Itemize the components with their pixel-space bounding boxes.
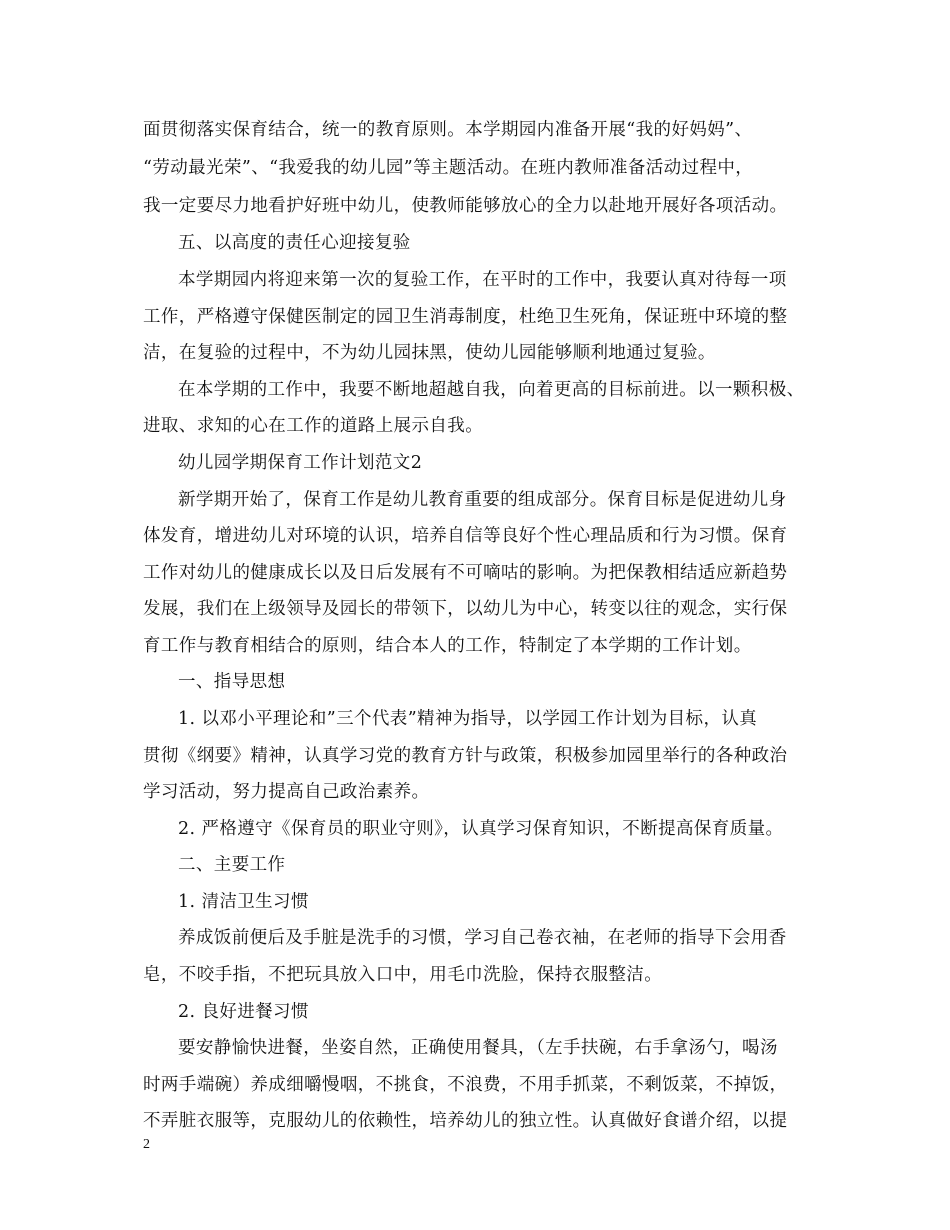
text-line: 进取、求知的心在工作的道路上展示自我。 (143, 416, 484, 436)
section-heading: 五、以高度的责任心迎接复验 (178, 233, 411, 253)
section-heading: 二、主要工作 (178, 855, 286, 875)
text-line: 1. 以邓小平理论和”三个代表”精神为指导，以学园工作计划为目标，认真 (178, 709, 758, 729)
page-number: 2 (143, 1137, 150, 1152)
text-line: 育工作与教育相结合的原则，结合本人的工作，特制定了本学期的工作计划。 (143, 636, 752, 656)
text-line: 洁，在复验的过程中，不为幼儿园抹黑，使幼儿园能够顺利地通过复验。 (143, 343, 716, 363)
text-line: 本学期园内将迎来第一次的复验工作，在平时的工作中，我要认真对待每一项 (178, 270, 787, 290)
text-line: 新学期开始了，保育工作是幼儿教育重要的组成部分。保育目标是促进幼儿身 (178, 490, 787, 510)
text-line: 我一定要尽力地看护好班中幼儿，使教师能够放心的全力以赴地开展好各项活动。 (143, 196, 788, 216)
text-line: 发展，我们在上级领导及园长的带领下，以幼儿为中心，转变以往的观念，实行保 (143, 599, 788, 619)
subsection-heading: 2. 良好进餐习惯 (178, 1002, 309, 1022)
text-line: 贯彻《纲要》精神，认真学习党的教育方针与政策，积极参加园里举行的各种政治 (143, 746, 788, 766)
text-line: 工作对幼儿的健康成长以及日后发展有不可嘀咕的影响。为把保教相结适应新趋势 (143, 563, 788, 583)
text-line: “劳动最光荣”、“我爱我的幼儿园”等主题活动。在班内教师准备活动过程中， (143, 158, 754, 178)
text-line: 要安静愉快进餐，坐姿自然，正确使用餐具，（左手扶碗，右手拿汤勺，喝汤 (178, 1038, 778, 1058)
text-line: 面贯彻落实保育结合，统一的教育原则。本学期园内准备开展“我的好妈妈”、 (143, 120, 753, 140)
text-line: 不弄脏衣服等，克服幼儿的依赖性，培养幼儿的独立性。认真做好食谱介绍，以提 (143, 1111, 788, 1131)
text-line: 养成饭前便后及手脏是洗手的习惯，学习自己卷衣袖，在老师的指导下会用香 (178, 928, 787, 948)
text-line: 学习活动，努力提高自己政治素养。 (143, 782, 430, 802)
document-subtitle: 幼儿园学期保育工作计划范文2 (178, 453, 423, 473)
text-line: 工作，严格遵守保健医制定的园卫生消毒制度，杜绝卫生死角，保证班中环境的整 (143, 307, 788, 327)
text-line: 时两手端碗）养成细嚼慢咽，不挑食，不浪费，不用手抓菜，不剩饭菜，不掉饭， (143, 1075, 788, 1095)
section-heading: 一、指导思想 (178, 672, 286, 692)
text-line: 皂，不咬手指，不把玩具放入口中，用毛巾洗脸，保持衣服整洁。 (143, 965, 663, 985)
subsection-heading: 1. 清洁卫生习惯 (178, 892, 309, 912)
text-line: 2. 严格遵守《保育员的职业守则》，认真学习保育知识，不断提高保育质量。 (178, 819, 784, 839)
text-line: 体发育，增进幼儿对环境的认识，培养自信等良好个性心理品质和行为习惯。保育 (143, 526, 788, 546)
text-line: 在本学期的工作中，我要不断地超越自我，向着更高的目标前进。以一颗积极、 (178, 380, 805, 400)
